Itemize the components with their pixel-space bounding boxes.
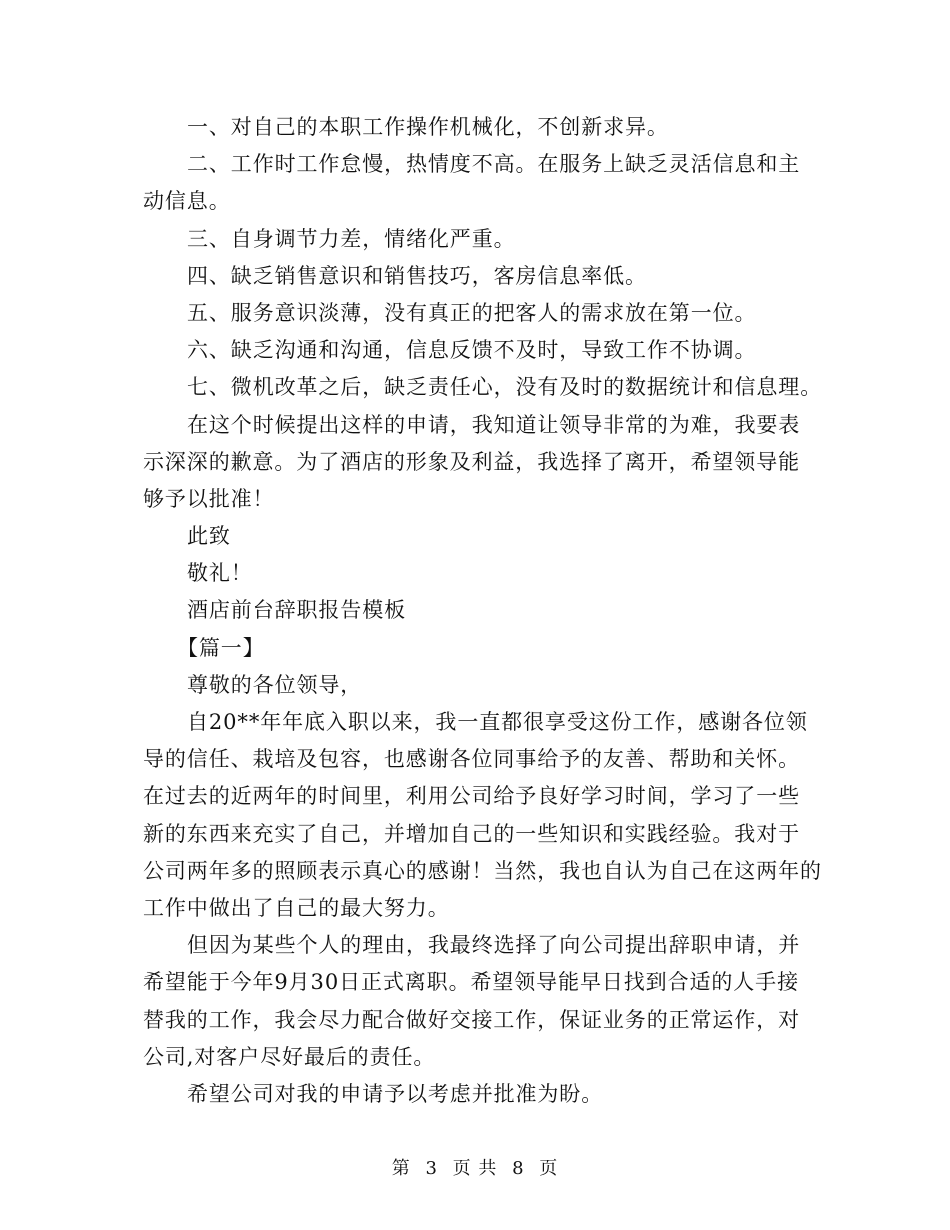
text-line: 导的信任、栽培及包容，也感谢各位同事给予的友善、帮助和关怀。: [143, 747, 800, 772]
text-line: 够予以批准！: [143, 486, 275, 511]
footer-middle: 页 共: [452, 1158, 498, 1179]
text-line: 在过去的近两年的时间里，利用公司给予良好学习时间，学习了一些: [143, 784, 800, 809]
footer-total-pages: 8: [512, 1158, 525, 1179]
text-line: 希望能于今年9月30日正式离职。希望领导能早日找到合适的人手接: [143, 970, 799, 995]
text-line: 二、工作时工作怠慢，热情度不高。在服务上缺乏灵活信息和主: [187, 152, 801, 177]
text-line: 自20**年年底入职以来，我一直都很享受这份工作，感谢各位领: [187, 710, 808, 734]
text-line: 五、服务意识淡薄，没有真正的把客人的需求放在第一位。: [187, 300, 757, 325]
text-line: 此致: [187, 524, 231, 549]
text-line: 尊敬的各位领导，: [187, 672, 363, 697]
text-line: 敬礼！: [187, 561, 253, 586]
text-line: 工作中做出了自己的最大努力。: [143, 895, 450, 920]
text-line: 希望公司对我的申请予以考虑并批准为盼。: [187, 1081, 604, 1106]
text-line: 七、微机改革之后，缺乏责任心，没有及时的数据统计和信息理。: [187, 375, 823, 400]
text-line: 动信息。: [143, 189, 231, 214]
text-line: 但因为某些个人的理由，我最终选择了向公司提出辞职申请，并: [187, 933, 801, 958]
footer-suffix: 页: [539, 1158, 559, 1179]
text-line: 公司两年多的照顾表示真心的感谢！当然，我也自认为自己在这两年的: [143, 858, 822, 883]
text-line: 【篇一】: [177, 635, 265, 660]
text-line: 公司,对客户尽好最后的责任。: [143, 1044, 436, 1069]
text-line: 在这个时候提出这样的申请，我知道让领导非常的为难，我要表: [187, 412, 801, 437]
text-line: 酒店前台辞职报告模板: [187, 598, 406, 623]
text-line: 一、对自己的本职工作操作机械化，不创新求异。: [187, 115, 669, 139]
text-line: 示深深的歉意。为了酒店的形象及利益，我选择了离开，希望领导能: [143, 449, 800, 474]
page-footer: [0, 1154, 950, 1180]
text-line: 替我的工作，我会尽力配合做好交接工作，保证业务的正常运作，对: [143, 1007, 800, 1032]
text-line: 六、缺乏沟通和沟通，信息反馈不及时，导致工作不协调。: [187, 338, 757, 363]
text-line: 三、自身调节力差，情绪化严重。: [187, 226, 516, 251]
document-body: [143, 109, 823, 1113]
footer-current-page: 3: [425, 1158, 438, 1179]
text-line: 四、缺乏销售意识和销售技巧，客房信息率低。: [187, 263, 647, 288]
footer-prefix: 第: [391, 1158, 411, 1179]
text-line: 新的东西来充实了自己，并增加自己的一些知识和实践经验。我对于: [143, 821, 800, 846]
